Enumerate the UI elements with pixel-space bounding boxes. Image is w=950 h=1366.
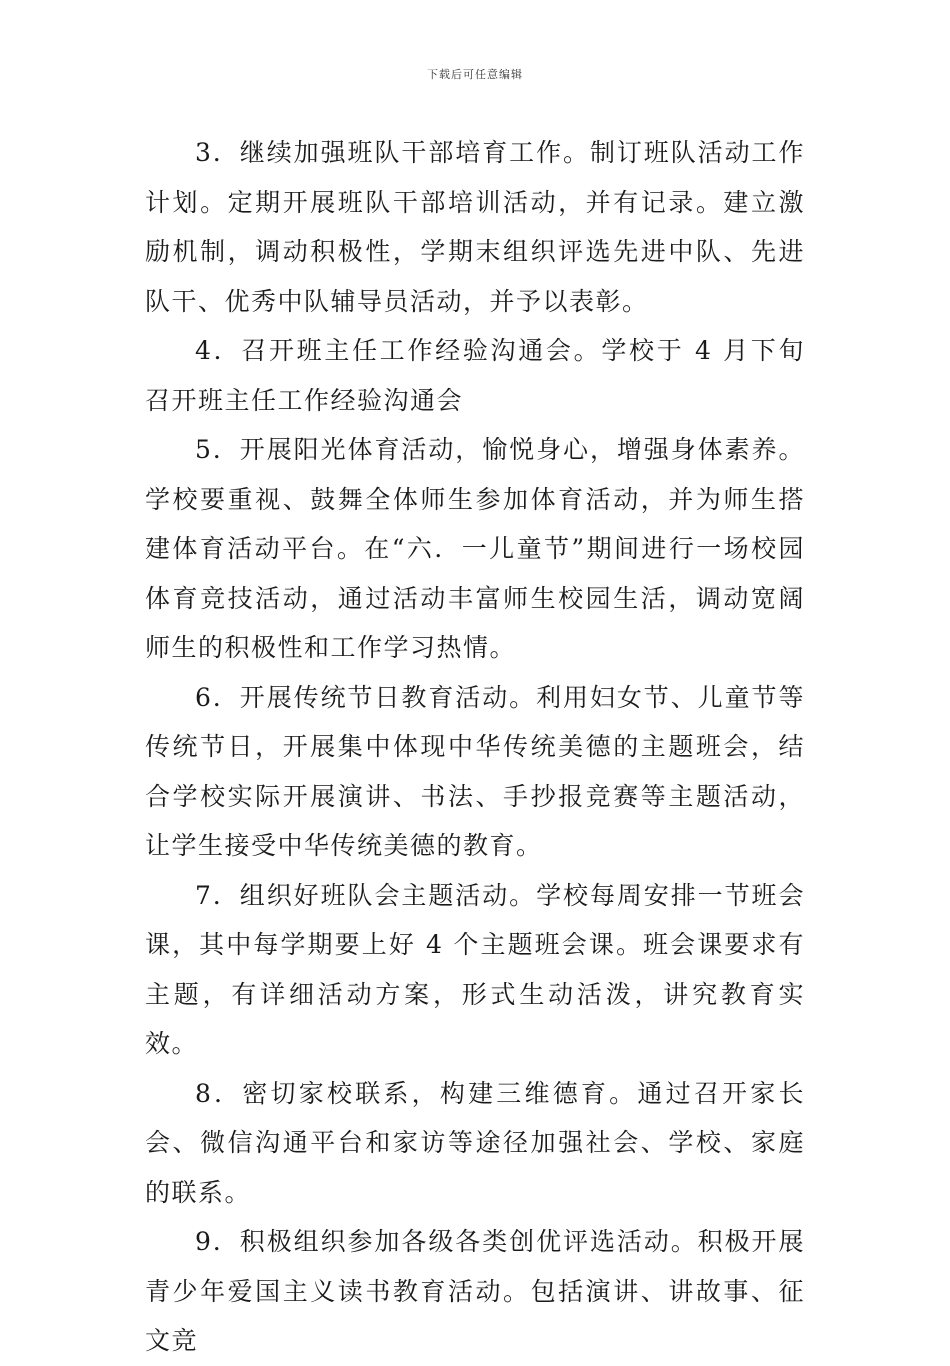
paragraph-item-4: 4．召开班主任工作经验沟通会。学校于 4 月下旬召开班主任工作经验沟通会 xyxy=(145,336,805,415)
paragraph-item-3: 3．继续加强班队干部培育工作。制订班队活动工作计划。定期开展班队干部培训活动，并有记录。建立激励机制，调动积极性，学期末组织评选先进中队、先进队干、优秀中队辅导员活动，并予以表彰。 xyxy=(145,138,805,316)
paragraph-item-5: 5．开展阳光体育活动，愉悦身心，增强身体素养。学校要重视、鼓舞全体师生参加体育活动，并为师生搭建体育活动平台。在“六．一儿童节”期间进行一场校园体育竞技活动，通过活动丰富师生校园生活，调动宽阔师生的积极性和工作学习热情。 xyxy=(145,435,805,662)
paragraph-item-7: 7．组织好班队会主题活动。学校每周安排一节班会课，其中每学期要上好 4 个主题班会课。班会课要求有主题，有详细活动方案，形式生动活泼，讲究教育实效。 xyxy=(145,880,805,1058)
paragraph-item-6: 6．开展传统节日教育活动。利用妇女节、儿童节等传统节日，开展集中体现中华传统美德的主题班会，结合学校实际开展演讲、书法、手抄报竞赛等主题活动，让学生接受中华传统美德的教育。 xyxy=(145,682,805,860)
document-body xyxy=(145,128,805,1366)
paragraph-item-9: 9．积极组织参加各级各类创优评选活动。积极开展青少年爱国主义读书教育活动。包括演讲、讲故事、征文竞 xyxy=(145,1227,805,1355)
paragraph-item-8: 8．密切家校联系，构建三维德育。通过召开家长会、微信沟通平台和家访等途径加强社会、学校、家庭的联系。 xyxy=(145,1078,805,1207)
page-header: 下载后可任意编辑 xyxy=(427,68,523,81)
